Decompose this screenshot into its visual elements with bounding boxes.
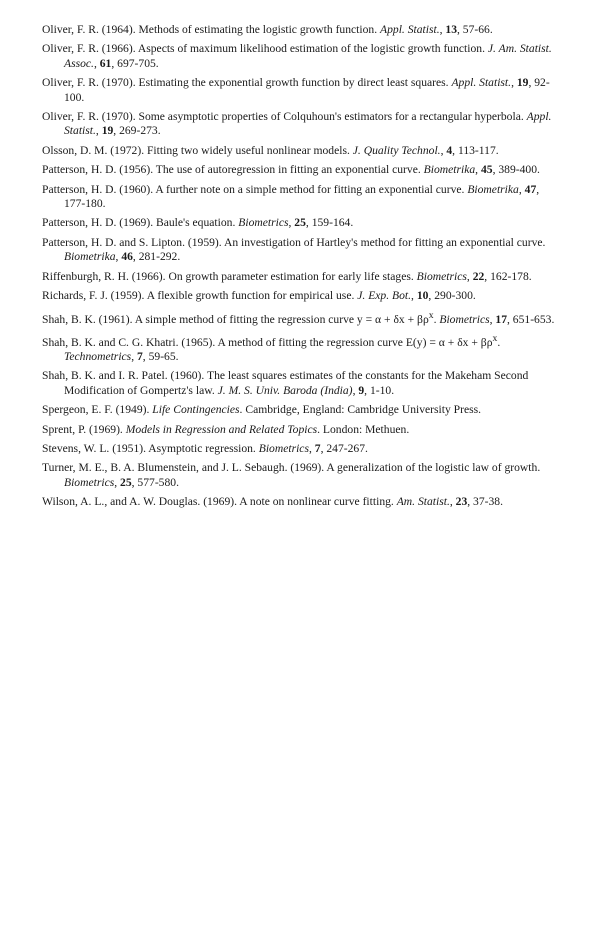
reference-volume: 4 [446, 143, 453, 157]
reference-journal: Appl. Statist. [451, 76, 512, 90]
reference-item [42, 289, 562, 303]
reference-volume: 19 [101, 124, 114, 138]
reference-text: Turner, M. E., B. A. Blumenstein, and J. L. Sebaugh. (1969). A generalization of the logistic law of growth. [42, 461, 541, 475]
reference-pages: , 1-10. [364, 383, 395, 397]
reference-text: Patterson, H. D. (1956). The use of autoregression in fitting an exponential curve. [42, 163, 424, 177]
reference-separator: , [440, 143, 447, 157]
reference-superscript: x [492, 332, 498, 344]
reference-item [42, 216, 562, 230]
reference-journal: Biometrics [64, 475, 115, 489]
reference-pages: , 159-164. [305, 216, 354, 230]
reference-pages: , 697-705. [111, 56, 159, 70]
reference-volume: 46 [121, 250, 133, 264]
reference-text: Olsson, D. M. (1972). Fitting two widely useful nonlinear models. [42, 143, 353, 157]
reference-text: Riffenburgh, R. H. (1966). On growth parameter estimation for early life stages. [42, 269, 417, 283]
reference-volume: 22 [472, 269, 485, 283]
reference-journal: Appl. Statist. [380, 23, 440, 36]
reference-volume: 47 [524, 182, 537, 196]
reference-journal: Biometrika [423, 163, 476, 177]
reference-journal: Models in Regression and Related Topics [125, 422, 318, 436]
reference-separator: , [114, 475, 121, 489]
reference-separator: , [93, 56, 100, 70]
reference-text: Sprent, P. (1969). [42, 422, 126, 436]
reference-text: Patterson, H. D. (1960). A further note on a simple method for fitting an exponential curve. [42, 182, 468, 196]
reference-separator: , [131, 350, 137, 364]
reference-pages: , 281-292. [132, 250, 181, 264]
reference-text: Oliver, F. R. (1970). Estimating the exponential growth function by direct least squares. [42, 76, 452, 90]
reference-separator: , [449, 495, 456, 509]
reference-journal: Biometrics [238, 216, 289, 230]
reference-journal: J. Exp. Bot. [357, 289, 412, 303]
reference-journal: Biometrika [467, 182, 519, 196]
reference-pages: , 92-100. [64, 76, 550, 104]
reference-text: Patterson, H. D. and S. Lipton. (1959). An investigation of Hartley's method for fitting an exponential curve. [42, 235, 546, 249]
reference-separator: , [308, 442, 315, 456]
reference-pages: , 57-66. [457, 23, 493, 36]
reference-journal: Appl. Statist. [64, 110, 552, 138]
reference-text: Richards, F. J. (1959). A flexible growth function for empirical use. [42, 289, 358, 303]
reference-pages: , 577-580. [131, 475, 179, 489]
reference-item [42, 369, 562, 398]
reference-pages: , 162-178. [484, 269, 532, 283]
reference-pages: , 247-267. [320, 442, 368, 456]
reference-journal: Biometrics [416, 269, 467, 283]
reference-text: Shah, B. K. (1961). A simple method of fitting the regression curve y = α + δx + βρ [42, 312, 429, 326]
reference-separator: , [489, 312, 496, 326]
reference-pages: , 290-300. [428, 289, 476, 303]
reference-volume: 13 [445, 23, 457, 36]
reference-pages: . Cambridge, England: Cambridge University Press. [239, 403, 482, 417]
reference-text: Oliver, F. R. (1964). Methods of estimating the logistic growth function. [42, 23, 381, 36]
reference-pages: , 269-273. [113, 124, 161, 138]
reference-item [42, 76, 562, 105]
reference-text: Shah, B. K. and I. R. Patel. (1960). The least squares estimates of the constants for the Makeham Second Modification of Gompertz's law. [42, 369, 529, 397]
reference-item [42, 442, 562, 456]
reference-item [42, 309, 562, 327]
reference-separator: , [466, 269, 473, 283]
reference-separator: , [518, 182, 525, 196]
reference-item [42, 423, 562, 437]
reference-pages: , 59-65. [142, 350, 179, 364]
reference-text: Wilson, A. L., and A. W. Douglas. (1969). A note on nonlinear curve fitting. [42, 495, 397, 509]
reference-superscript: x [428, 309, 434, 321]
reference-volume: 23 [455, 495, 468, 509]
reference-volume: 25 [294, 216, 306, 230]
reference-pages: , 651-653. [507, 312, 555, 326]
reference-journal: Am. Statist. [396, 495, 450, 509]
reference-volume: 10 [416, 289, 429, 303]
reference-volume: 7 [137, 350, 143, 364]
reference-separator: , [511, 76, 517, 90]
reference-volume: 19 [516, 76, 529, 90]
reference-pages: , 37-38. [467, 495, 503, 509]
reference-item [42, 163, 562, 177]
reference-separator: , [352, 383, 359, 397]
reference-text: Oliver, F. R. (1970). Some asymptotic properties of Colquhoun's estimators for a rectangular hyperbola. [42, 110, 527, 124]
reference-item [42, 495, 562, 509]
reference-item [42, 403, 562, 417]
reference-item [42, 42, 562, 71]
reference-item [42, 270, 562, 284]
reference-separator: , [411, 289, 417, 303]
reference-text: Shah, B. K. and C. G. Khatri. (1965). A method of fitting the regression curve E(y) = α + δx + βρ [42, 335, 493, 349]
reference-volume: 25 [120, 475, 132, 489]
reference-journal: J. Am. Statist. Assoc. [64, 42, 552, 70]
reference-item [42, 183, 562, 212]
reference-item [42, 461, 562, 490]
reference-item [42, 144, 562, 158]
reference-journal: J. Quality Technol. [352, 143, 441, 157]
reference-item [42, 110, 562, 139]
reference-journal: Biometrics [439, 312, 490, 326]
reference-list [42, 23, 562, 515]
reference-separator: , [439, 23, 446, 36]
reference-pages: . London: Methuen. [317, 422, 410, 436]
reference-item [42, 23, 562, 37]
reference-text: Patterson, H. D. (1969). Baule's equation. [42, 216, 239, 230]
reference-text-mid: . [433, 312, 440, 326]
reference-journal: Biometrika [64, 250, 116, 264]
reference-text: Oliver, F. R. (1966). Aspects of maximum likelihood estimation of the logistic growth function. [42, 42, 488, 56]
reference-separator: , [475, 163, 481, 177]
reference-text: Spergeon, E. F. (1949). [42, 403, 153, 417]
reference-separator: , [115, 250, 122, 264]
reference-separator: , [95, 124, 102, 138]
reference-pages: , 389-400. [492, 163, 540, 177]
reference-item [42, 332, 562, 365]
reference-separator: , [288, 216, 295, 230]
reference-journal: Life Contingencies [152, 403, 240, 417]
reference-text: Stevens, W. L. (1951). Asymptotic regression. [42, 442, 259, 456]
reference-journal: J. M. S. Univ. Baroda (India) [217, 383, 353, 397]
reference-volume: 17 [495, 312, 507, 326]
reference-text-mid: . [497, 335, 501, 349]
reference-pages: , 113-117. [452, 143, 499, 157]
reference-journal: Biometrics [258, 442, 309, 456]
reference-volume: 9 [358, 383, 365, 397]
reference-volume: 61 [99, 56, 112, 70]
reference-volume: 45 [480, 163, 493, 177]
reference-journal: Technometrics [64, 350, 132, 364]
reference-volume: 7 [314, 442, 321, 456]
reference-pages: , 177-180. [64, 182, 540, 211]
reference-item [42, 236, 562, 265]
